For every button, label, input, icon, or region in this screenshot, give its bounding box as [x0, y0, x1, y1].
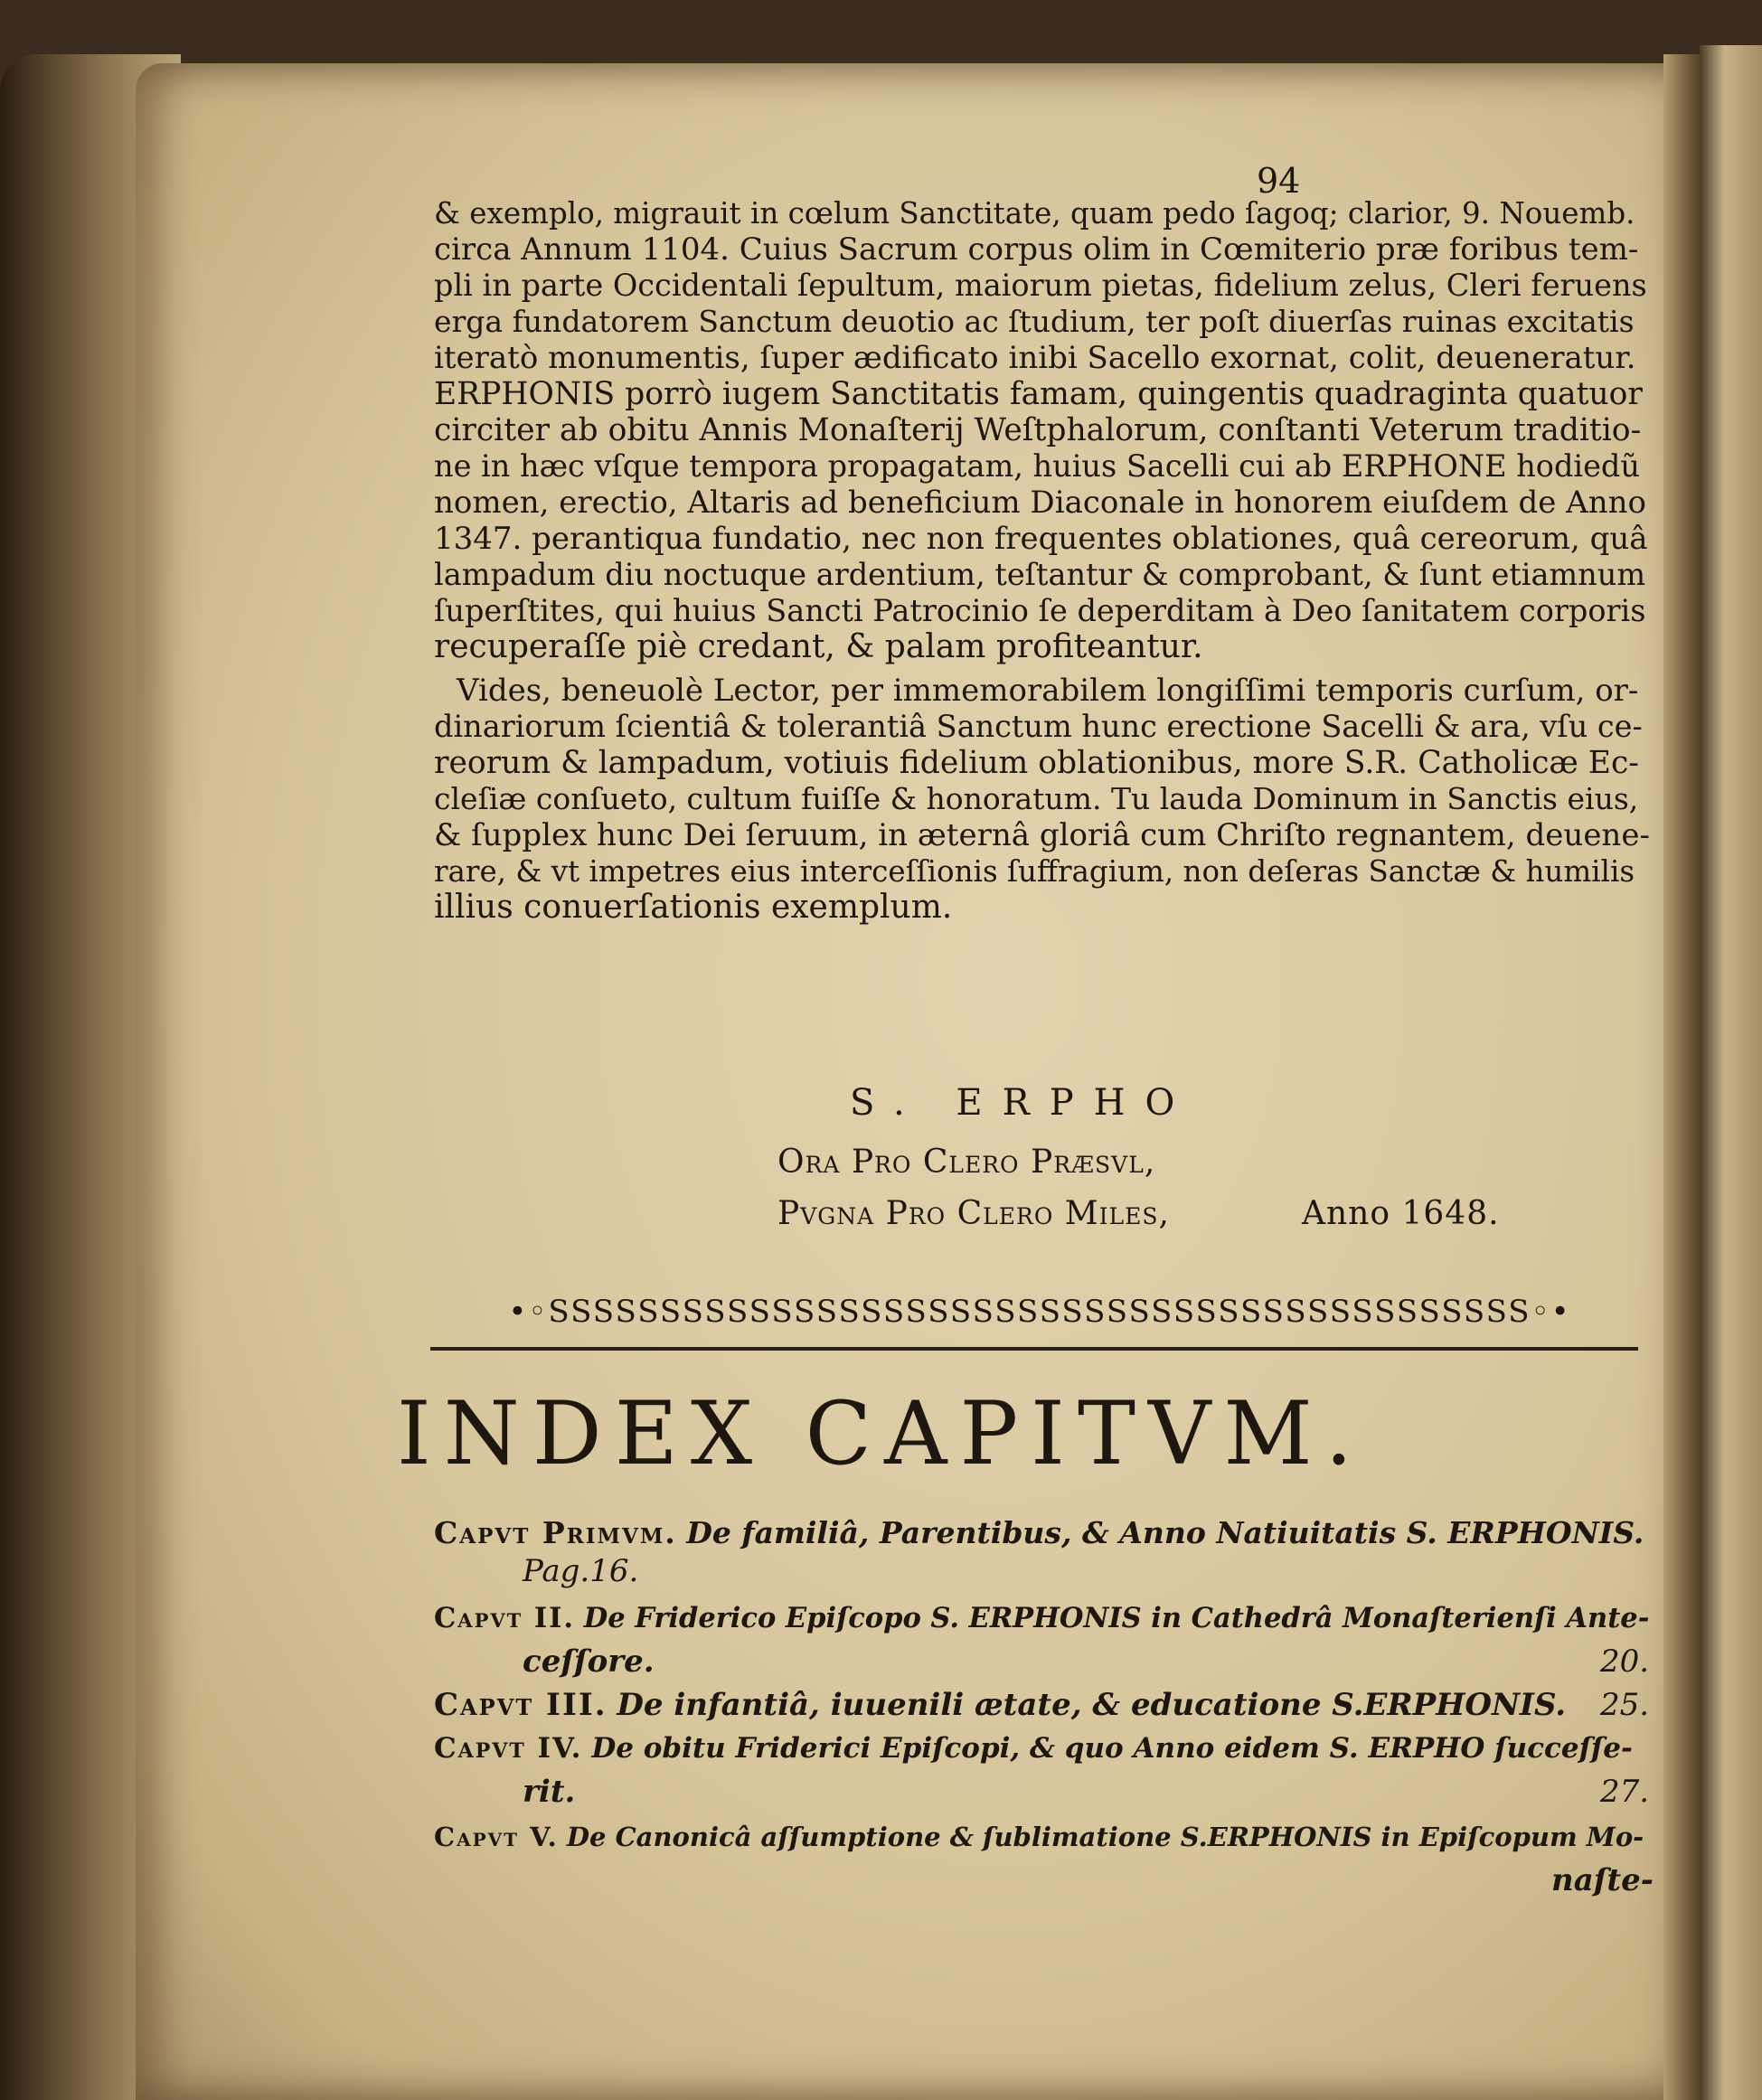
index-entry [434, 1730, 1633, 1766]
chapter-description: De Canonicâ aſſumptione & ſublimatione S.ERPHONIS in Epiſcopum Mo- [566, 1822, 1644, 1852]
body-line: illius conuerſationis exemplum. [434, 889, 953, 926]
body-line: cleſiæ conſueto, cultum fuiſſe & honoratum. Tu lauda Dominum in Sanctis eius, [434, 781, 1639, 816]
body-line: circa Annum 1104. Cuius Sacrum corpus olim in Cœmiterio præ foribus tem- [434, 231, 1639, 268]
body-line: erga fundatorem Sanctum deuotio ac ſtudium, ter poſt diuerſas ruinas excitatis [434, 304, 1635, 339]
page-number: 94 [1257, 161, 1301, 201]
index-entry [434, 1600, 1649, 1637]
saint-name: S. ERPHO [850, 1082, 1195, 1124]
body-line: ſuperſtites, qui huius Sancti Patrocinio ſe deperditam à Deo ſanitatem corporis [434, 593, 1646, 628]
chapter-description-continued: ceſſore. [523, 1643, 655, 1680]
motto-line-1: Ora Pro Clero Præsvl, [777, 1144, 1156, 1181]
chapter-label: Capvt V. [434, 1822, 559, 1852]
body-line: nomen, erectio, Altaris ad beneficium Diaconale in honorem eiuſdem de Anno [434, 485, 1646, 521]
motto-line-2: Pvgna Pro Clero Miles, [777, 1195, 1170, 1232]
index-entry [434, 1515, 1644, 1551]
index-entry [434, 1687, 1566, 1723]
chapter-description-continued: naſte- [1551, 1862, 1654, 1898]
body-line: dinariorum ſcientiâ & tolerantiâ Sanctum hunc erectione Sacelli & ara, vſu ce- [434, 709, 1643, 744]
body-line: rare, & vt impetres eius interceſſionis ſuffragium, non deſeras Sanctæ & humilis [434, 854, 1635, 889]
body-line: & exemplo, migrauit in cœlum Sanctitate, quam pedo ſagoq; clarior, 9. Nouemb. [434, 196, 1635, 231]
horizontal-rule [430, 1347, 1638, 1351]
body-line: & ſupplex hunc Dei ſeruum, in æternâ gloriâ cum Chriſto regnantem, deuene- [434, 817, 1650, 853]
body-line: iteratò monumentis, ſuper ædificato inibi Sacello exornat, colit, deueneratur. [434, 340, 1636, 376]
chapter-page: Pag.16. [523, 1553, 639, 1589]
body-line: ne in hæc vſque tempora propagatam, huius Sacelli cui ab ERPHONE hodiedũ [434, 448, 1640, 484]
motto-year: Anno 1648. [1302, 1195, 1500, 1232]
chapter-description: De obitu Friderici Epiſcopi, & quo Anno eidem S. ERPHO ſucceſſe- [591, 1732, 1633, 1765]
chapter-label: Capvt II. [434, 1602, 576, 1634]
body-line: ERPHONIS porrò iugem Sanctitatis famam, quingentis quadraginta quatuor [434, 376, 1643, 412]
chapter-description: De Friderico Epiſcopo S. ERPHONIS in Cathedrâ Monaſterienſi Ante- [583, 1602, 1650, 1634]
chapter-description: De infantiâ, iuuenili ætate, & educatione S.ERPHONIS. [617, 1687, 1567, 1723]
chapter-description-continued: rit. [523, 1774, 576, 1810]
body-line: pli in parte Occidentali ſepultum, maiorum pietas, fidelium zelus, Cleri feruens [434, 268, 1647, 303]
ornamental-border: •◦SSSSSSSSSSSSSSSSSSSSSSSSSSSSSSSSSSSSSSSSSSSS◦• [508, 1294, 1571, 1330]
index-entry [434, 1819, 1644, 1855]
body-line: 1347. perantiqua fundatio, nec non frequentes oblationes, quâ cereorum, quâ [434, 521, 1648, 557]
body-line: Vides, beneuolè Lector, per immemorabilem longiſſimi temporis curſum, or- [457, 673, 1639, 709]
chapter-label: Capvt Primvm. [434, 1515, 677, 1550]
facing-page-edge [1700, 45, 1762, 2100]
body-line: recuperaſſe piè credant, & palam profiteantur. [434, 628, 1203, 665]
chapter-label: Capvt IV. [434, 1732, 583, 1765]
chapter-page: 20. [1600, 1643, 1650, 1680]
chapter-page: 25. [1600, 1687, 1650, 1723]
chapter-label: Capvt III. [434, 1687, 608, 1723]
body-line: reorum & lampadum, votiuis fidelium oblationibus, more S.R. Catholicæ Ec- [434, 745, 1639, 781]
chapter-page: 27. [1600, 1774, 1650, 1810]
body-line: circiter ab obitu Annis Monaſterij Weſtphalorum, conſtanti Veterum traditio- [434, 412, 1642, 448]
chapter-description: De familiâ, Parentibus, & Anno Natiuitatis S. ERPHONIS. [686, 1515, 1644, 1550]
index-title: INDEX CAPITVM. [396, 1383, 1366, 1484]
body-line: lampadum diu noctuque ardentium, teſtantur & comprobant, & ſunt etiamnum [434, 557, 1646, 592]
